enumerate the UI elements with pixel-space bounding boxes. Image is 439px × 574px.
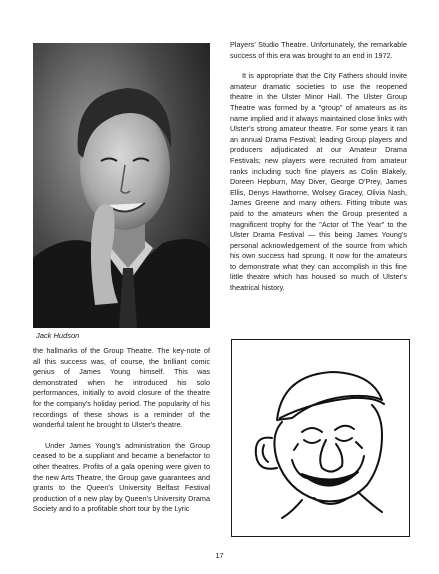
caricature-drawing xyxy=(231,339,410,537)
photo-caption: Jack Hudson xyxy=(36,331,80,340)
left-column-text xyxy=(33,346,210,525)
page-number: 17 xyxy=(215,551,224,560)
right-column-text xyxy=(230,40,407,304)
left-paragraph-1: the hallmarks of the Group Theatre. The key-note of all this success was, of course, the brilliant comic genius of James Young himself. This was demonstrated when he introduced his solo performances, initially to avoid closure of the theatre for the company's holiday period. The popularity of his recordings of these shows is a reminder of the wonderful talent he brought to Ulster's theatre. xyxy=(33,346,210,430)
left-paragraph-2: Under James Young's administration the Group ceased to be a suppliant and became a benefactor to other theatres. Profits of a gala opening were given to the new Arts Theatre, the Group gave guarantees and grants to the Queen's University Belfast Festival production of a new play by Queen's University Drama Society and to a profitable short tour by the Lyric xyxy=(33,440,210,514)
right-paragraph-1: Players' Studio Theatre. Unfortunately, the remarkable success of this era was brought to an end in 1972. xyxy=(230,40,407,60)
right-paragraph-2: It is appropriate that the City Fathers should invite amateur dramatic societies to use the reopened theatre in the Ulster Minor Hall. The Ulster Group Theatre was formed by a "group" of amateurs as its name implied and it always maintained close links with Ulster's strong amateur theatre. For some years it ran an annual Drama Festival; leading Group players and producers adjudicated at our Amateur Drama Festivals; new players were recruited from amateur ranks including such fine players as Colin Blakely, Doreen Hepburn, May Diver, George O'Prey, James Ellis, Denys Hawthorne, Wolsey Gracey, Olivia Nash, James Greene and many others. Fitting tribute was paid to the amateurs when the Group presented a magnificent trophy for the "Actor of The Year" to the Ulster Drama Festival — this being James Young's personal acknowledgement of the source from which his own success had sprung. It now for the amateurs to demonstrate what they can accomplish in this fine little theatre which has housed so much of Ulster's theatrical history. xyxy=(230,71,407,293)
portrait-photo xyxy=(33,43,210,328)
